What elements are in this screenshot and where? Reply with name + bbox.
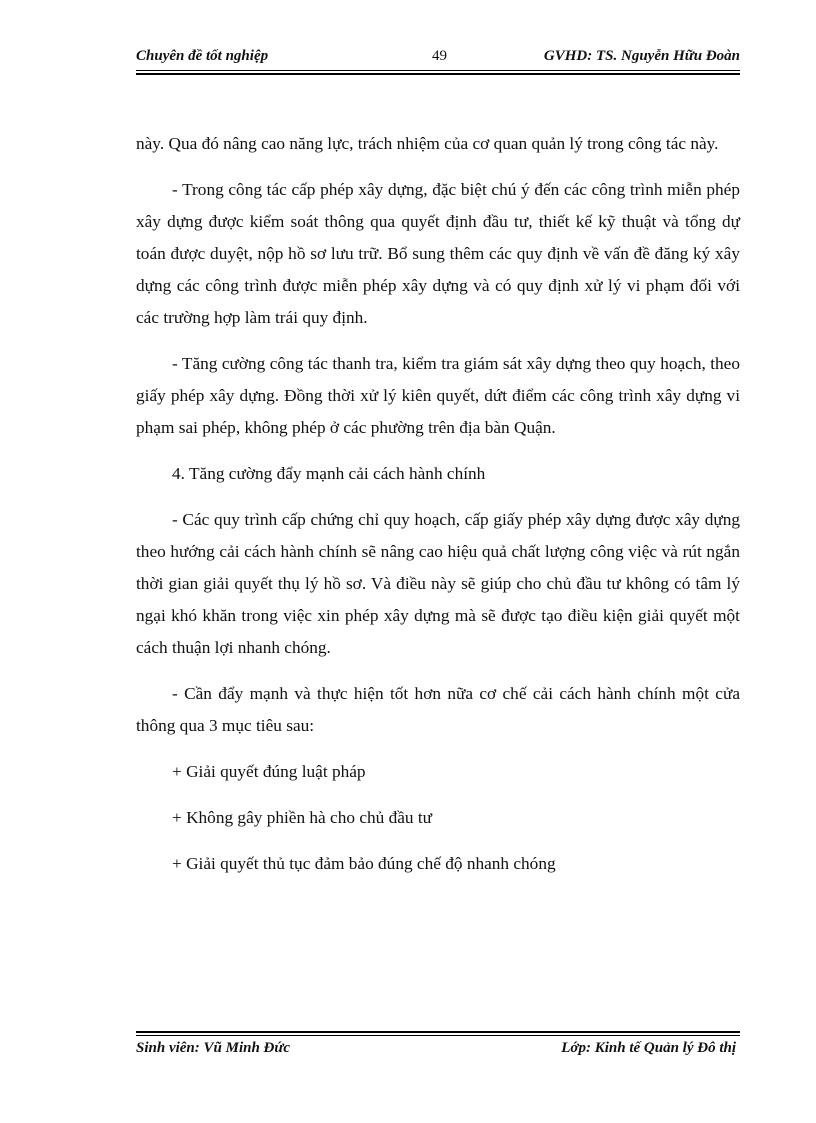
header-rule-thin bbox=[136, 70, 740, 71]
footer-student: Sinh viên: Vũ Minh Đức bbox=[136, 1040, 291, 1056]
paragraph: - Tăng cường công tác thanh tra, kiểm tra giám sát xây dựng theo quy hoạch, theo giấy phép xây dựng. Đồng thời xử lý kiên quyết, dứt điểm các công trình xây dựng vi phạm sai phép, không phép ở các phường trên địa bàn Quận. bbox=[136, 354, 740, 437]
list-item: + Giải quyết thủ tục đảm bảo đúng chế độ nhanh chóng bbox=[172, 854, 556, 873]
paragraph: này. Qua đó nâng cao năng lực, trách nhiệm của cơ quan quản lý trong công tác này. bbox=[136, 134, 719, 153]
header-advisor: GVHD: TS. Nguyễn Hữu Đoàn bbox=[543, 48, 740, 64]
footer-class: Lớp: Kinh tế Quản lý Đô thị bbox=[561, 1040, 736, 1056]
paragraph: - Trong công tác cấp phép xây dựng, đặc biệt chú ý đến các công trình miễn phép xây dựng được kiểm soát thông qua quyết định đầu tư, thiết kế kỹ thuật và tổng dự toán được duyệt, nộp hồ sơ lưu trữ. Bổ sung thêm các quy định về vấn đề đăng ký xây dựng các công trình được miễn phép xây dựng và có quy định xử lý vi phạm đối với các trường hợp làm trái quy định. bbox=[136, 180, 740, 327]
page-header bbox=[136, 48, 740, 70]
footer-rule-thick bbox=[136, 1031, 740, 1033]
paragraph: - Cần đẩy mạnh và thực hiện tốt hơn nữa cơ chế cải cách hành chính một cửa thông qua 3 mục tiêu sau: bbox=[136, 684, 740, 735]
footer-rule-thin bbox=[136, 1035, 740, 1036]
page-footer bbox=[136, 1040, 740, 1062]
body-text bbox=[136, 128, 740, 894]
header-rule-thick bbox=[136, 73, 740, 75]
paragraph: - Các quy trình cấp chứng chỉ quy hoạch, cấp giấy phép xây dựng được xây dựng theo hướng cải cách hành chính sẽ nâng cao hiệu quả chất lượng công việc và rút ngắn thời gian giải quyết thụ lý hồ sơ. Và điều này sẽ giúp cho chủ đầu tư không có tâm lý ngại khó khăn trong việc xin phép xây dựng mà sẽ được tạo điều kiện giải quyết một cách thuận lợi nhanh chóng. bbox=[136, 510, 740, 657]
section-heading: 4. Tăng cường đẩy mạnh cải cách hành chính bbox=[172, 464, 486, 483]
header-title: Chuyên đề tốt nghiệp bbox=[136, 48, 269, 64]
list-item: + Giải quyết đúng luật pháp bbox=[172, 762, 366, 781]
list-item: + Không gây phiền hà cho chủ đầu tư bbox=[172, 808, 433, 827]
page-number: 49 bbox=[432, 48, 447, 64]
